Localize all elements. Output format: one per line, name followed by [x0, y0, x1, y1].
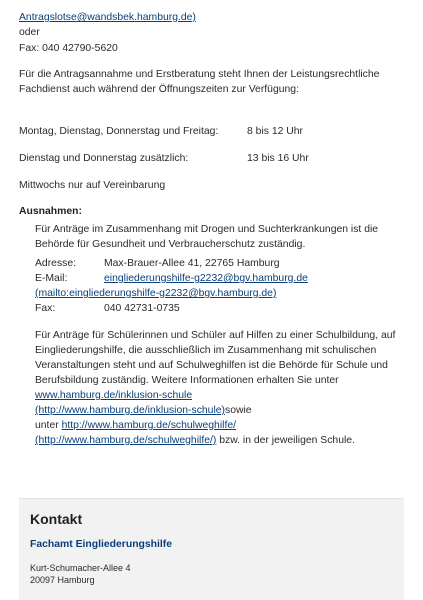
kontakt-address	[30, 562, 131, 586]
address-label: Adresse:	[35, 258, 77, 269]
unter-text: unter	[35, 420, 62, 431]
oder-text: oder	[19, 27, 40, 38]
fax-value: 040 42731-0735	[104, 303, 180, 314]
bgv-mailto-link[interactable]: (mailto:eingliederungshilfe-g2232@bgv.hamburg.de)	[35, 288, 277, 299]
exception1-text: Für Anträge im Zusammenhang mit Drogen und Suchterkrankungen ist die Behörde für Gesundheit und Verbraucherschutz zuständig.	[35, 224, 379, 250]
hours-row-2	[19, 151, 309, 166]
inklusion-schule-link[interactable]: www.hamburg.de/inklusion-schule	[35, 390, 193, 401]
hours-time-1: 8 bis 12 Uhr	[247, 126, 304, 137]
schulweghilfe-link[interactable]: http://www.hamburg.de/schulweghilfe/	[61, 420, 237, 431]
wednesday-note: Mittwochs nur auf Vereinbarung	[19, 180, 166, 191]
address-value: Max-Brauer-Allee 41, 22765 Hamburg	[104, 258, 280, 269]
bgv-email-link[interactable]: eingliederungshilfe-g2232@bgv.hamburg.de	[104, 273, 308, 284]
fax-label: Fax:	[35, 303, 56, 314]
antragslotse-email-link[interactable]: Antragslotse@wandsbek.hamburg.de)	[19, 12, 196, 23]
hours-row-1	[19, 124, 303, 139]
hours-days-1: Montag, Dienstag, Donnerstag und Freitag:	[19, 126, 219, 137]
exception1-fax-row	[35, 301, 180, 316]
exception2-paragraph	[35, 328, 411, 448]
hours-days-2: Dienstag und Donnerstag zusätzlich:	[19, 153, 189, 164]
exception1-email-row	[35, 271, 308, 286]
kontakt-street: Kurt-Schumacher-Allee 4	[30, 563, 131, 573]
kontakt-subtitle[interactable]: Fachamt Eingliederungshilfe	[30, 539, 173, 550]
exceptions-heading: Ausnahmen:	[19, 206, 82, 217]
exception1-mailto-row[interactable]	[35, 286, 276, 301]
inklusion-schule-url-link[interactable]: (http://www.hamburg.de/inklusion-schule)	[35, 405, 226, 416]
kontakt-box	[19, 498, 404, 600]
schulweghilfe-url-link[interactable]: (http://www.hamburg.de/schulweghilfe/)	[35, 435, 217, 446]
kontakt-city: 20097 Hamburg	[30, 575, 95, 585]
email-label: E-Mail:	[35, 273, 68, 284]
fax-text: Fax: 040 42790-5620	[19, 43, 118, 54]
exception1-address-row	[35, 256, 280, 271]
kontakt-title: Kontakt	[30, 511, 83, 527]
sowie-text: sowie	[225, 405, 252, 416]
contact-email-link[interactable]	[19, 10, 196, 25]
intro-paragraph: Für die Antragsannahme und Erstberatung steht Ihnen der Leistungsrechtliche Fachdienst auch während der Öffnungszeiten zur Verfügung:	[19, 69, 380, 95]
hours-time-2: 13 bis 16 Uhr	[247, 153, 309, 164]
exception2-tail: bzw. in der jeweiligen Schule.	[216, 435, 355, 446]
exception2-text: Für Anträge für Schülerinnen und Schüler auf Hilfen zu einer Schulbildung, auf Eingliederungshilfe, die ausschließlich im Zusammenhang mit schulischen Veranstaltungen steht und auf Schulweghilfen ist die Behörde für Schule und Berufsbildung zuständig. Weitere Informationen erhalten Sie unter	[35, 330, 396, 386]
